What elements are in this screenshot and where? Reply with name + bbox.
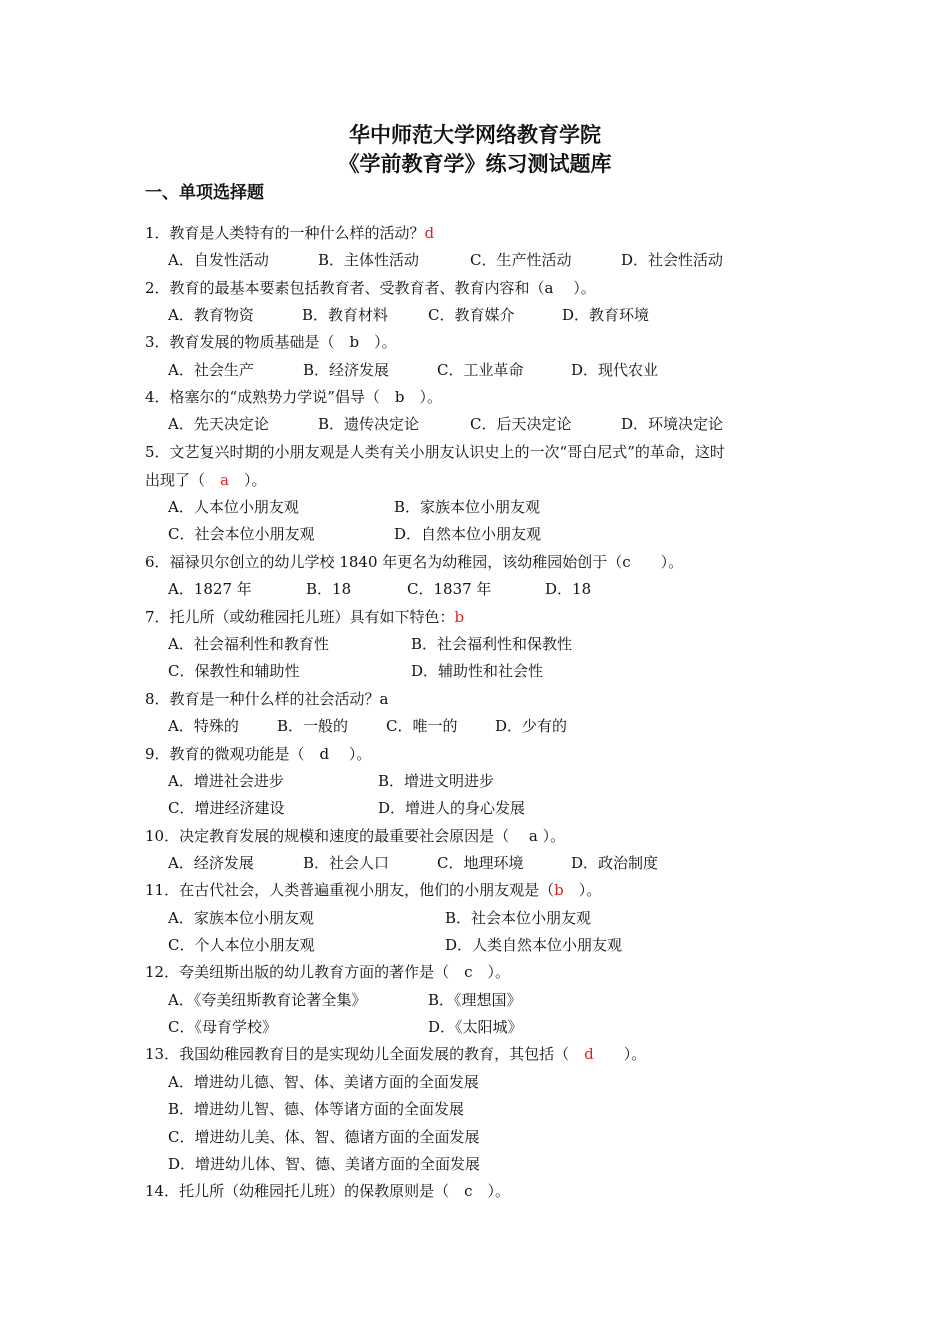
option-d: D．少有的: [495, 717, 568, 735]
question-10: 10．决定教育发展的规模和速度的最重要社会原因是（ a ）。: [145, 827, 566, 845]
option-b: B．社会人口: [303, 854, 390, 872]
option-d: D．辅助性和社会性: [411, 662, 544, 680]
option-b: B．增进文明进步: [378, 772, 495, 790]
question-6: 6．福禄贝尔创立的幼儿学校 1840 年更名为幼稚园，该幼稚园始创于（c ）。: [145, 553, 684, 571]
option-a: A．特殊的: [168, 717, 239, 735]
question-8: 8．教育是一种什么样的社会活动？a: [145, 690, 389, 708]
option-c: C．个人本位小朋友观: [168, 936, 315, 954]
option-d: D．环境决定论: [621, 415, 724, 433]
answer-mark: a: [205, 471, 244, 489]
option-a: A．经济发展: [168, 854, 254, 872]
option-d: D．现代农业: [571, 361, 659, 379]
document-subtitle: 《学前教育学》练习测试题库: [338, 152, 612, 176]
section-heading: 一、单项选择题: [145, 183, 264, 203]
option-b: B．18: [306, 580, 352, 598]
answer-mark: d: [424, 224, 435, 242]
option-a: A．《夸美纽斯教育论著全集》: [168, 991, 367, 1009]
option-d: D．《太阳城》: [428, 1018, 523, 1036]
option-b: B．社会福利性和保教性: [411, 635, 573, 653]
option-d: D．18: [545, 580, 592, 598]
answer-mark: d: [569, 1045, 609, 1063]
question-2: 2．教育的最基本要素包括教育者、受教育者、教育内容和（a ）。: [145, 279, 596, 297]
question-14: 14．托儿所（幼稚园托儿班）的保教原则是（ c ）。: [145, 1182, 510, 1200]
option-b: B．家族本位小朋友观: [394, 498, 541, 516]
question-11: 11．在古代社会，人类普遍重视小朋友，他们的小朋友观是（b ）。: [145, 881, 602, 899]
option-b: B．教育材料: [302, 306, 389, 324]
question-5-cont: 出现了（ a ）。: [145, 471, 267, 489]
option-d: D．社会性活动: [621, 251, 724, 269]
option-a: A．社会福利性和教育性: [168, 635, 329, 653]
option-b: B．增进幼儿智、德、体等诸方面的全面发展: [168, 1100, 465, 1118]
option-c: C．教育媒介: [428, 306, 515, 324]
option-d: D．增进幼儿体、智、德、美诸方面的全面发展: [168, 1155, 481, 1173]
option-c: C．生产性活动: [470, 251, 572, 269]
option-d: D．人类自然本位小朋友观: [445, 936, 623, 954]
option-a: A．社会生产: [168, 361, 254, 379]
option-d: D．自然本位小朋友观: [394, 525, 542, 543]
question-13: 13．我国幼稚园教育目的是实现幼儿全面发展的教育，其包括（ d ）。: [145, 1045, 647, 1063]
option-a: A．自发性活动: [168, 251, 269, 269]
option-a: A．教育物资: [168, 306, 254, 324]
option-d: D．教育环境: [562, 306, 650, 324]
answer-mark: b: [454, 608, 465, 626]
option-a: A．增进幼儿德、智、体、美诸方面的全面发展: [168, 1073, 479, 1091]
option-c: C．后天决定论: [470, 415, 572, 433]
option-a: A．先天决定论: [168, 415, 269, 433]
question-7: 7．托儿所（或幼稚园托儿班）具有如下特色：b: [145, 608, 465, 626]
option-a: A．人本位小朋友观: [168, 498, 299, 516]
question-1: 1．教育是人类特有的一种什么样的活动？d: [145, 224, 435, 242]
option-a: A．1827 年: [168, 580, 252, 598]
answer-mark: b: [554, 881, 564, 899]
option-d: D．政治制度: [571, 854, 659, 872]
question-3: 3．教育发展的物质基础是（ b ）。: [145, 333, 397, 351]
option-b: B．遗传决定论: [318, 415, 420, 433]
option-c: C．《母育学校》: [168, 1018, 277, 1036]
document-title: 华中师范大学网络教育学院: [349, 123, 601, 147]
question-9: 9．教育的微观功能是（ d ）。: [145, 745, 372, 763]
question-5: 5．文艺复兴时期的小朋友观是人类有关小朋友认识史上的一次“哥白尼式”的革命，这时: [145, 443, 725, 461]
option-b: B．《理想国》: [428, 991, 522, 1009]
option-d: D．增进人的身心发展: [378, 799, 526, 817]
option-c: C．社会本位小朋友观: [168, 525, 315, 543]
option-b: B．社会本位小朋友观: [445, 909, 592, 927]
option-c: C．1837 年: [407, 580, 492, 598]
option-c: C．唯一的: [386, 717, 458, 735]
option-b: B．主体性活动: [318, 251, 420, 269]
question-12: 12．夸美纽斯出版的幼儿教育方面的著作是（ c ）。: [145, 963, 510, 981]
option-c: C．增进幼儿美、体、智、德诸方面的全面发展: [168, 1128, 480, 1146]
option-c: C．保教性和辅助性: [168, 662, 300, 680]
option-a: A．增进社会进步: [168, 772, 284, 790]
option-b: B．一般的: [277, 717, 349, 735]
option-c: C．地理环境: [437, 854, 524, 872]
option-a: A．家族本位小朋友观: [168, 909, 314, 927]
option-c: C．工业革命: [437, 361, 524, 379]
option-b: B．经济发展: [303, 361, 390, 379]
option-c: C．增进经济建设: [168, 799, 285, 817]
question-4: 4．格塞尔的“成熟势力学说”倡导（ b ）。: [145, 388, 442, 406]
